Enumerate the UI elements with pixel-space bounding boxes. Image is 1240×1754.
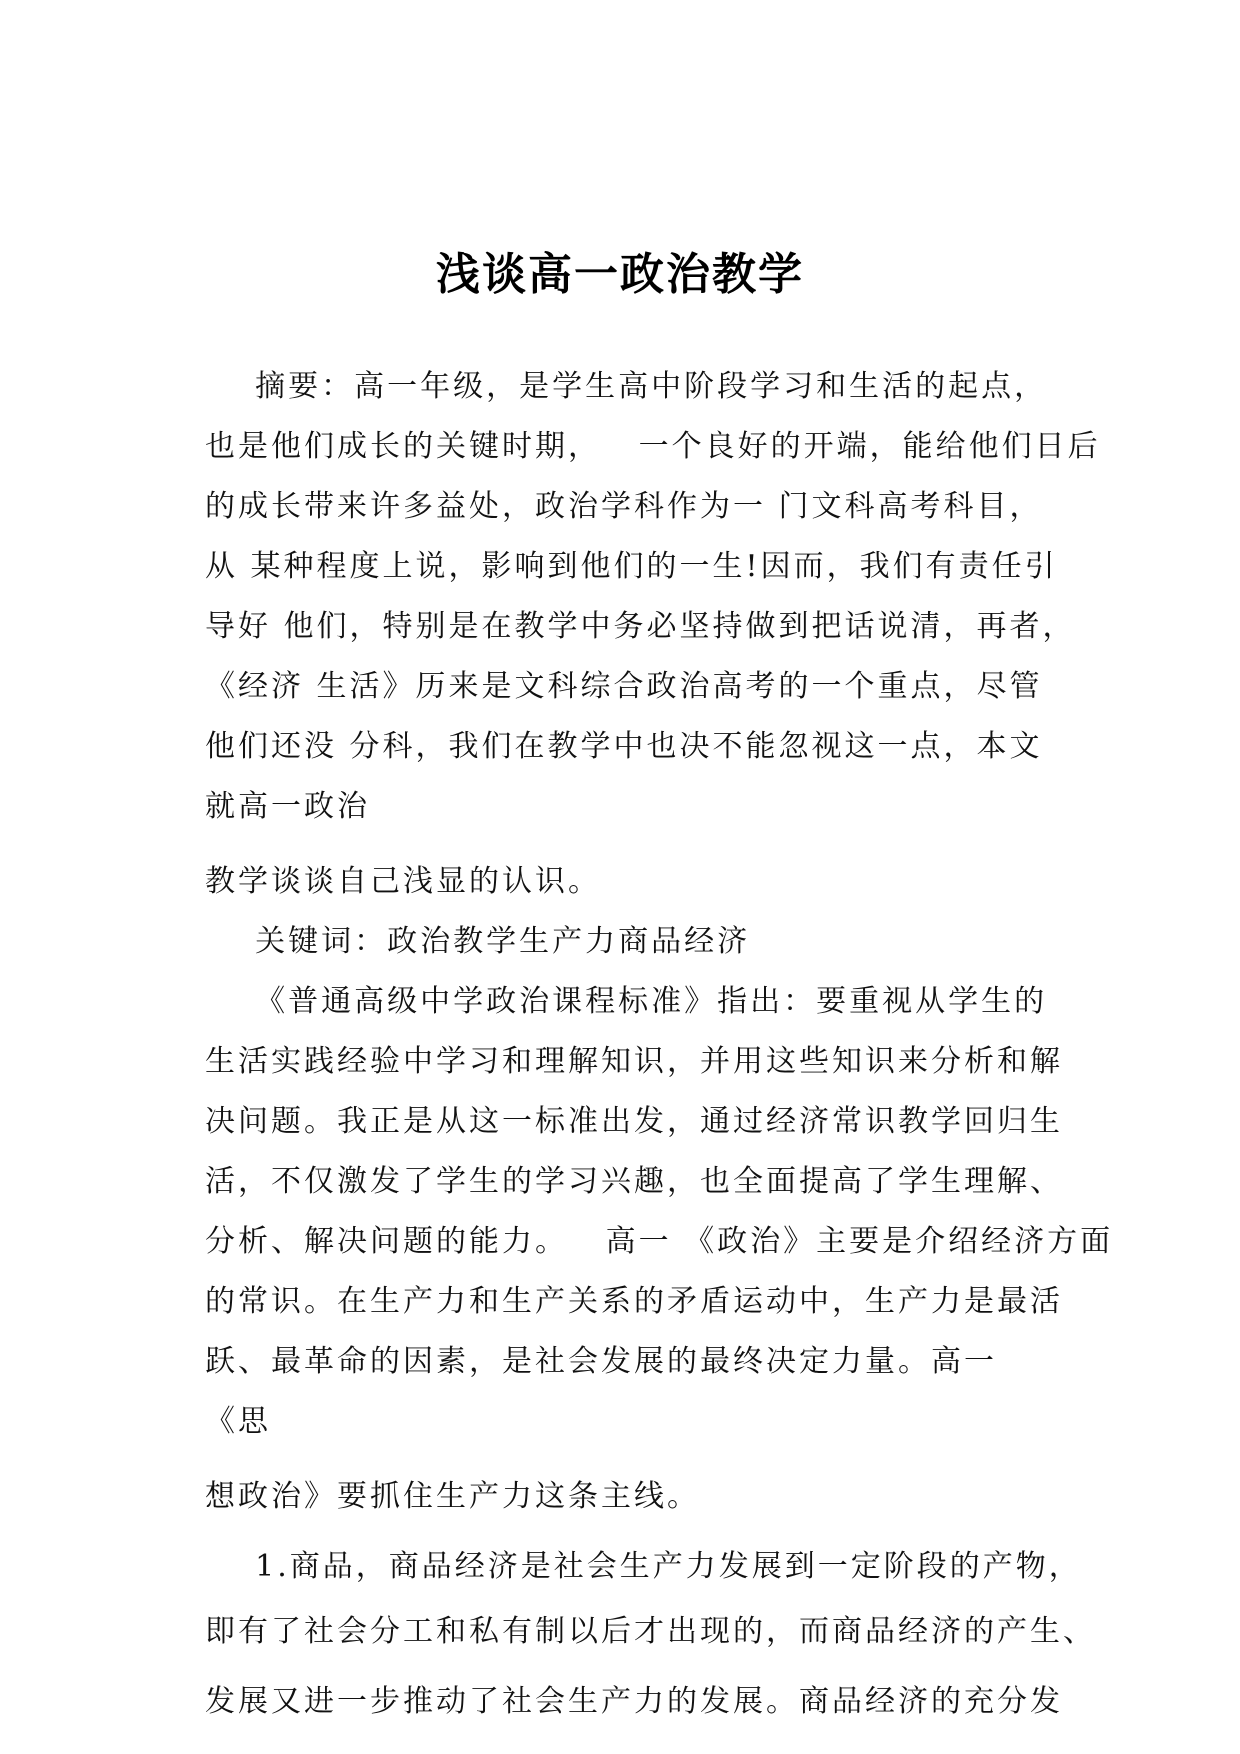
- text-line: 导好 他们，特别是在教学中务必坚持做到把话说清，再者，: [205, 609, 1076, 644]
- text-line: 活，不仅激发了学生的学习兴趣，也全面提高了学生理解、: [205, 1164, 1063, 1199]
- text-line: 摘要：高一年级，是学生高中阶段学习和生活的起点，: [205, 369, 1048, 404]
- text-line: 跃、最革命的因素，是社会发展的最终决定力量。高一: [205, 1344, 997, 1379]
- text-line: 生活实践经验中学习和理解知识，并用这些知识来分析和解: [205, 1044, 1063, 1079]
- text-line: 发展又进一步推动了社会生产力的发展。商品经济的充分发: [205, 1684, 1063, 1719]
- text-line: 也是他们成长的关键时期， 一个良好的开端，能给他们日后: [205, 429, 1101, 464]
- text-line: 决问题。我正是从这一标准出发，通过经济常识教学回归生: [205, 1104, 1063, 1139]
- text-line: 的成长带来许多益处，政治学科作为一 门文科高考科目，: [205, 489, 1043, 524]
- text-line: 《普通高级中学政治课程标准》指出：要重视从学生的: [205, 984, 1048, 1019]
- text-line: 即有了社会分工和私有制以后才出现的，而商品经济的产生、: [205, 1614, 1096, 1649]
- text-line: 《思: [205, 1404, 271, 1439]
- text-line: 1.商品，商品经济是社会生产力发展到一定阶段的产物，: [205, 1549, 1082, 1584]
- text-line: 想政治》要抓住生产力这条主线。: [205, 1479, 700, 1514]
- text-line: 教学谈谈自己浅显的认识。: [205, 864, 601, 899]
- text-line: 分析、解决问题的能力。 高一 《政治》主要是介绍经济方面: [205, 1224, 1114, 1259]
- document-title: 浅谈高一政治教学: [436, 249, 804, 300]
- text-line: 从 某种程度上说，影响到他们的一生!因而，我们有责任引: [205, 549, 1058, 584]
- text-line: 就高一政治: [205, 789, 370, 824]
- text-line: 关键词：政治教学生产力商品经济: [205, 924, 751, 959]
- text-line: 《经济 生活》历来是文科综合政治高考的一个重点，尽管: [205, 669, 1043, 704]
- text-line: 他们还没 分科，我们在教学中也决不能忽视这一点，本文: [205, 729, 1043, 764]
- text-line: 的常识。在生产力和生产关系的矛盾运动中，生产力是最活: [205, 1284, 1063, 1319]
